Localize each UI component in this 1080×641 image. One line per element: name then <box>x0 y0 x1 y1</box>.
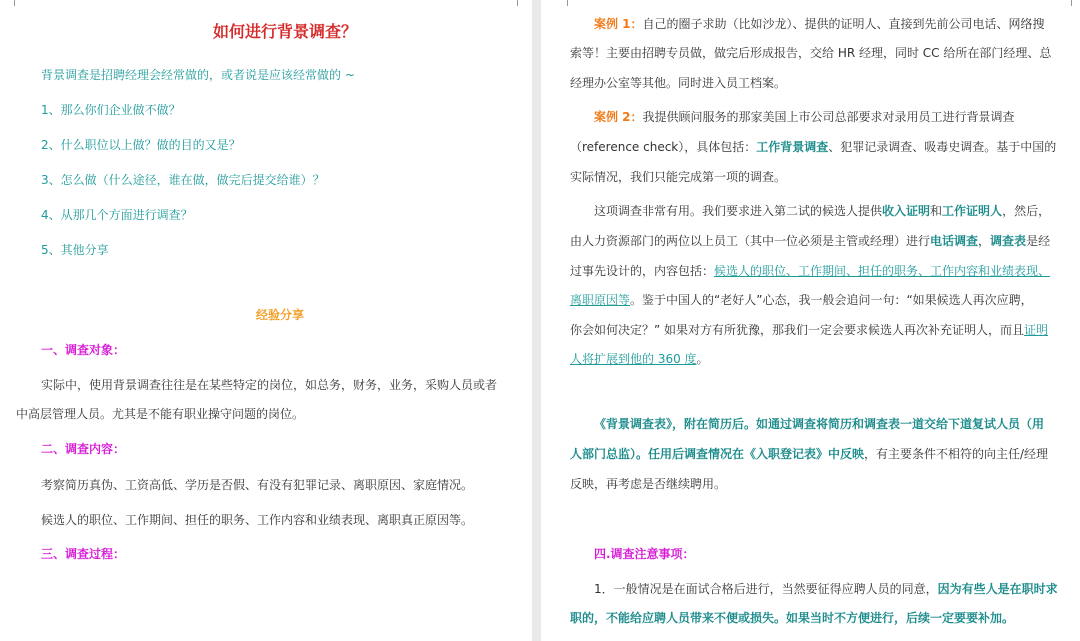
underlined-run: 人将扩展到他的 360 度 <box>570 352 697 366</box>
paragraph-line <box>570 263 1050 279</box>
highlight-run: 收入证明 <box>882 204 931 218</box>
text-run: 你会如何决定？” 如果对方有所犹豫，那我们一定会要求候选人再次补充证明人，而且 <box>570 323 1025 337</box>
intro-text: 背景调查是招聘经理会经常做的，或者说是应该经常做的 ~ <box>41 68 355 82</box>
paragraph-line <box>594 203 1050 219</box>
question-item: 1、那么你们企业做不做？ <box>41 103 181 117</box>
case2-label: 案例 2： <box>594 110 643 124</box>
question-item: 3、怎么做（什么途径，谁在做，做完后提交给谁）？ <box>41 173 325 187</box>
text-run: ，然后， <box>1002 204 1051 218</box>
page-top-margin-marks <box>0 0 532 6</box>
paragraph-line <box>594 581 1058 597</box>
case2-line <box>594 109 1015 125</box>
text-run: 由人力资源部门的两位以上员工（其中一位必须是主管或经理）进行 <box>570 234 931 248</box>
question-item: 5、其他分享 <box>41 243 109 257</box>
paragraph-line <box>570 351 709 367</box>
case1-line: 经理办公室等其他。同时进入员工档案。 <box>570 76 787 90</box>
text-run: ，有主要条件不相符的向主任/经理 <box>864 447 1049 461</box>
paragraph-line: 实际中，使用背景调查往往是在某些特定的岗位，如总务，财务，业务，采购人员或者 <box>41 378 498 392</box>
case2-line: 实际情况，我们只能完成第一项的调查。 <box>570 170 787 184</box>
document-page-left <box>0 0 532 641</box>
paragraph-line <box>570 233 1050 249</box>
document-page-right <box>541 0 1080 641</box>
text-run: 1．一般情况是在面试合格后进行，当然要征得应聘人员的同意， <box>594 582 938 596</box>
paragraph-line: 反映，再考虑是否继续聘用。 <box>570 477 727 491</box>
case2-text: 我提供顾问服务的那家美国上市公司总部要求对录用员工进行背景调查 <box>642 110 1015 124</box>
underlined-run: 证明 <box>1024 323 1049 337</box>
paragraph-line: 候选人的职位、工作期间、担任的职务、工作内容和业绩表现、离职真正原因等。 <box>41 513 474 527</box>
highlight-run: 电话调查 <box>930 234 979 248</box>
heading-survey-content: 二、调查内容： <box>41 442 126 456</box>
section-heading: 经验分享 <box>256 308 305 322</box>
case1-label: 案例 1： <box>594 17 643 31</box>
highlight-run: 调查表 <box>990 234 1027 248</box>
highlight-run: 因为有些人是在职时求 <box>937 582 1058 596</box>
text-run: ， <box>978 234 991 248</box>
paragraph-line: 中高层管理人员。尤其是不能有职业操守问题的岗位。 <box>16 407 305 421</box>
heading-survey-notes: 四.调查注意事项： <box>594 547 695 561</box>
page-title: 如何进行背景调查？ <box>213 22 358 41</box>
case1-line: 索等！主要由招聘专员做，做完后形成报告，交给 HR 经理，同时 CC 给所在部门经理、总 <box>570 46 1052 60</box>
text-run: 和 <box>930 204 943 218</box>
case1-text: 自己的圈子求助（比如沙龙）、提供的证明人、直接到先前公司电话、网络搜 <box>642 17 1045 31</box>
page-top-margin-marks <box>541 0 1080 6</box>
paragraph-line: 考察简历真伪、工资高低、学历是否假、有没有犯罪记录、离职原因、家庭情况。 <box>41 478 474 492</box>
bold-paragraph-line: 职的，不能给应聘人员带来不便或损失。如果当时不方便进行，后续一定要要补加。 <box>570 611 1015 625</box>
underlined-run: 候选人的职位、工作期间、担任的职务、工作内容和业绩表现、 <box>714 264 1051 278</box>
highlight-run: 人部门总监）。任用后调查情况在《入职登记表》中反映 <box>570 447 865 461</box>
paragraph-line <box>570 322 1048 338</box>
case1-line <box>594 16 1045 32</box>
text-run: 过事先设计的，内容包括： <box>570 264 715 278</box>
text-run: 。 <box>696 352 709 366</box>
heading-survey-target: 一、调查对象： <box>41 343 126 357</box>
case2-highlight: 工作背景调查 <box>756 140 829 154</box>
paragraph-line <box>570 292 1033 308</box>
heading-survey-process: 三、调查过程： <box>41 547 126 561</box>
text-run: 这项调查非常有用。我们要求进入第二试的候选人提供 <box>594 204 883 218</box>
text-run: 。鉴于中国人的“老好人”心态，我一般会追问一句：“如果候选人再次应聘， <box>630 293 1033 307</box>
case2-text: （reference check），具体包括： <box>570 140 757 154</box>
case2-line <box>570 139 1056 155</box>
question-item: 4、从那几个方面进行调查？ <box>41 208 193 222</box>
case2-text: 、犯罪记录调查、吸毒史调查。基于中国的 <box>828 140 1057 154</box>
question-item: 2、什么职位以上做？做的目的又是？ <box>41 138 241 152</box>
bold-paragraph-line: 《背景调查表》，附在简历后。如通过调查将简历和调查表一道交给下道复试人员（用 <box>594 417 1045 431</box>
underlined-run: 离职原因等 <box>570 293 631 307</box>
text-run: 是经 <box>1026 234 1051 248</box>
bold-paragraph-line <box>570 446 1048 462</box>
highlight-run: 工作证明人 <box>942 204 1003 218</box>
